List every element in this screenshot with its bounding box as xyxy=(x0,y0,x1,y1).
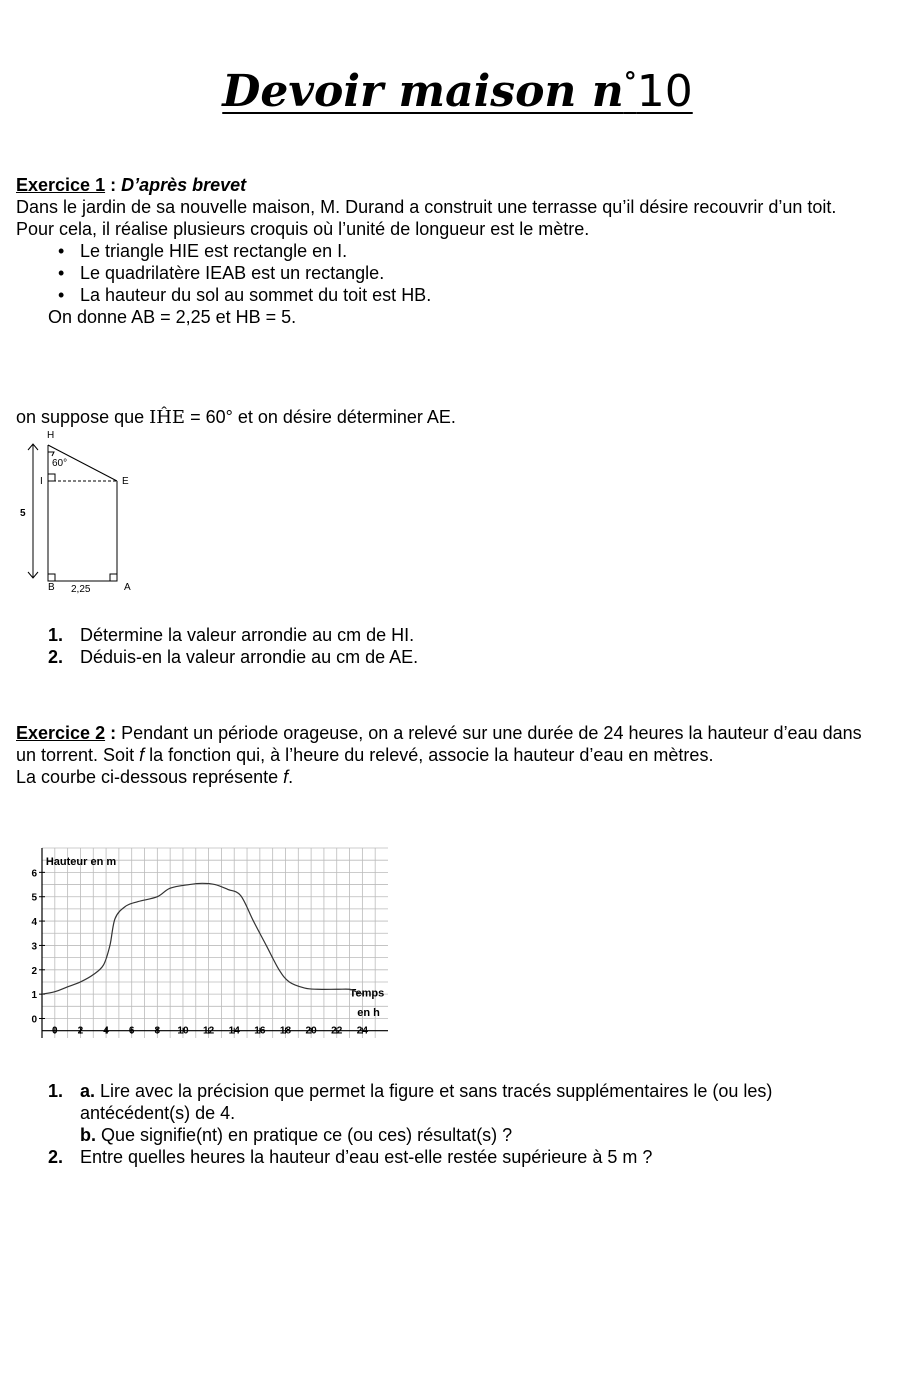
exercise-1-heading: Exercice 1 xyxy=(16,175,106,195)
label-B: B xyxy=(48,582,55,593)
x-tick-label: 24 xyxy=(356,1025,368,1037)
y-axis-label: Hauteur en m xyxy=(45,856,117,869)
label-E: E xyxy=(122,476,129,487)
exercise-1-given: On donne AB = 2,25 et HB = 5. xyxy=(48,307,297,327)
right-angle-A xyxy=(110,574,117,581)
y-tick-label: 3 xyxy=(31,941,37,953)
x-tick-label: 0 xyxy=(52,1025,58,1037)
question-item xyxy=(16,1080,876,1146)
exercise-2-intro xyxy=(16,722,876,766)
exercise-1-questions xyxy=(16,624,876,668)
title-text: Devoir maison n xyxy=(222,65,624,117)
question-text: Détermine la valeur arrondie au cm de HI. xyxy=(80,625,415,645)
x-tick-label: 20 xyxy=(305,1025,317,1037)
x-tick-label: 14 xyxy=(228,1025,240,1037)
x-tick-label: 18 xyxy=(279,1025,292,1037)
question-item xyxy=(16,1146,876,1168)
exercise-2-heading: Exercice 2 xyxy=(16,723,106,743)
y-tick-label: 1 xyxy=(31,990,37,1002)
question-item xyxy=(16,646,876,668)
question-number: 2. xyxy=(48,647,64,667)
exercise-1-bullets xyxy=(16,240,876,306)
page-title xyxy=(0,52,915,122)
x-tick-label: 22 xyxy=(331,1025,343,1037)
question-number: 1. xyxy=(48,1081,64,1101)
y-tick-label: 4 xyxy=(31,917,37,929)
intro-text-a: Pendant un période orageuse, on a relevé sur une durée de 24 heures la hauteur d’eau dans un torrent. Soit xyxy=(16,723,862,765)
y-tick-label: 0 xyxy=(31,1014,37,1026)
exercise-1-header xyxy=(16,174,876,196)
x-tick-label: 2 xyxy=(77,1025,84,1037)
y-tick-label: 6 xyxy=(31,868,37,880)
question-text: Entre quelles heures la hauteur d’eau est-elle restée supérieure à 5 m ? xyxy=(80,1147,653,1167)
sub-question-label: a. xyxy=(80,1081,96,1101)
exercise-1 xyxy=(16,174,876,328)
x-tick-label: 6 xyxy=(128,1025,135,1037)
question-number: 2. xyxy=(48,1147,64,1167)
curve-text-a: La courbe ci-dessous représente xyxy=(16,767,284,787)
bullet-item: • La hauteur du sol au sommet du toit est HB. xyxy=(16,284,876,306)
curve-f xyxy=(42,883,362,994)
label-angle: 60° xyxy=(52,458,68,469)
y-tick-label: 5 xyxy=(31,892,37,904)
heading-separator: : xyxy=(105,175,122,195)
y-tick-label: 2 xyxy=(31,965,37,977)
x-axis-label-line1: Temps xyxy=(349,987,385,1000)
function-symbol: f xyxy=(139,745,145,765)
label-I: I xyxy=(40,476,43,487)
exercise-1-subtitle: D’après brevet xyxy=(121,175,247,195)
right-angle-B xyxy=(48,574,55,581)
label-H: H xyxy=(47,430,55,441)
suppose-text-before: on suppose que xyxy=(16,407,150,427)
triangle-figure xyxy=(14,428,154,598)
exercise-2 xyxy=(16,722,876,788)
right-angle-I xyxy=(48,474,55,481)
title-degree: ° xyxy=(623,67,637,97)
angle-arc xyxy=(48,452,54,456)
question-item xyxy=(16,624,876,646)
x-tick-label: 12 xyxy=(203,1025,215,1037)
x-tick-label: 8 xyxy=(154,1025,161,1037)
label-height: 5 xyxy=(20,508,26,519)
question-number: 1. xyxy=(48,625,64,645)
title-number: 10 xyxy=(636,65,693,117)
label-A: A xyxy=(124,582,131,593)
curve-text-b: . xyxy=(288,767,294,787)
suppose-text-after: = 60° et on désire déterminer AE. xyxy=(185,407,456,427)
x-tick-label: 10 xyxy=(177,1025,189,1037)
sub-question-label: b. xyxy=(80,1125,96,1145)
intro-text-b: la fonction qui, à l’heure du relevé, associe la hauteur d’eau en mètres. xyxy=(144,745,714,765)
exercise-2-curve-line xyxy=(16,766,876,788)
heading-separator: : xyxy=(105,723,122,743)
x-axis-label-line2: en h xyxy=(357,1007,380,1020)
bullet-item: • Le quadrilatère IEAB est un rectangle. xyxy=(16,262,876,284)
water-height-chart xyxy=(14,836,394,1056)
bullet-item: • Le triangle HIE est rectangle en I. xyxy=(16,240,876,262)
sub-question-text: Que signifie(nt) en pratique ce (ou ces) résultat(s) ? xyxy=(96,1125,513,1145)
angle-notation: IĤE xyxy=(149,407,186,428)
x-tick-label: 4 xyxy=(103,1025,109,1037)
label-base: 2,25 xyxy=(71,584,91,595)
x-tick-label: 16 xyxy=(254,1025,266,1037)
exercise-1-suppose xyxy=(16,406,876,429)
function-symbol: f xyxy=(283,767,289,787)
sub-question-text: Lire avec la précision que permet la figure et sans tracés supplémentaires le (ou les) antécédent(s) de 4. xyxy=(80,1081,773,1123)
question-text: Déduis-en la valeur arrondie au cm de AE. xyxy=(80,647,419,667)
exercise-1-intro: Dans le jardin de sa nouvelle maison, M. Durand a construit une terrasse qu’il désire recouvrir d’un toit. Pour cela, il réalise plusieurs croquis où l’unité de longueur est le mètre. xyxy=(16,197,837,239)
exercise-2-questions xyxy=(16,1080,876,1168)
